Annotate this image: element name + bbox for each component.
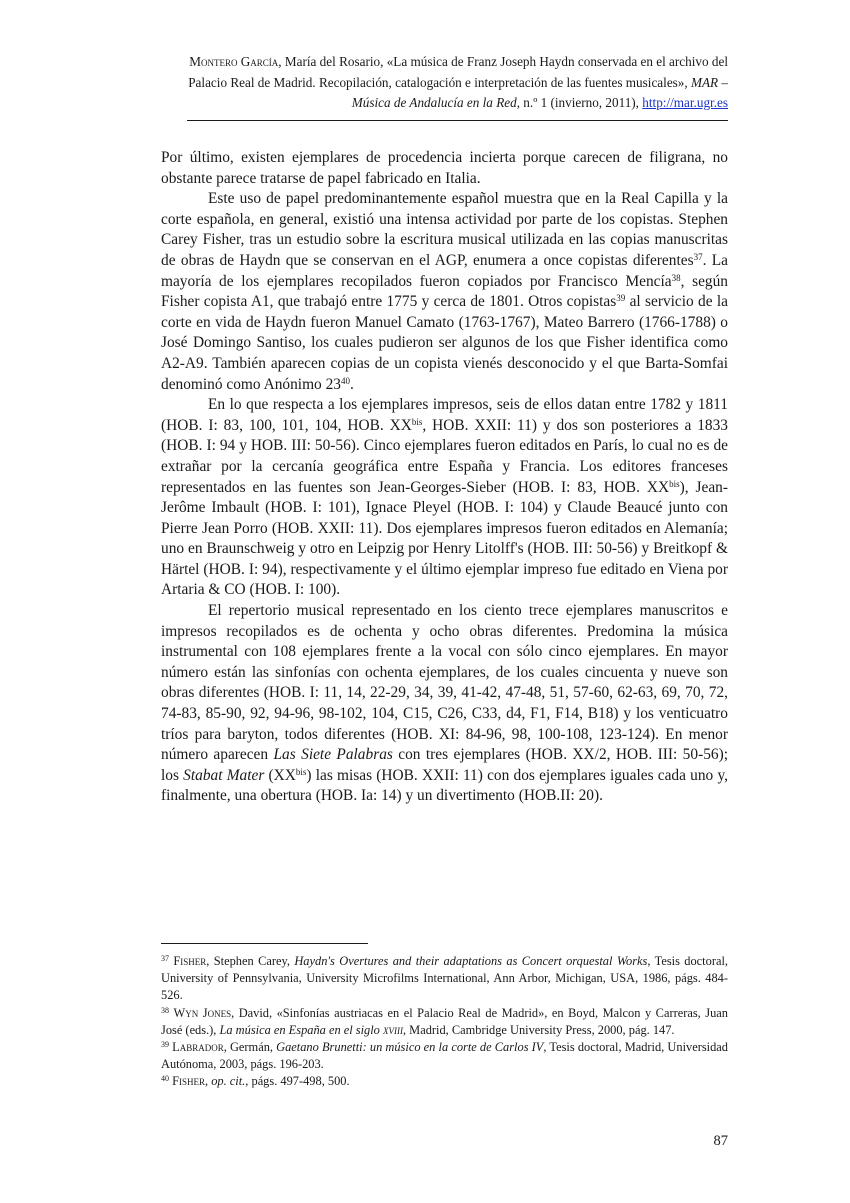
header-article: , María del Rosario, «La música de Franz Joseph Haydn conservada en el archivo del Palacio Real de Madrid. Recopilación, catalogación e interpretación de las fuentes musicales»,: [188, 54, 728, 90]
article-body: [161, 148, 728, 807]
journal-url-link[interactable]: http://mar.ugr.es: [642, 95, 728, 110]
paragraph-2: Este uso de papel predominantemente español muestra que en la Real Capilla y la corte española, en general, existió una intensa actividad por parte de los copistas. Stephen Carey Fisher, tras un estudio sobre la escritura musical utilizada en las copias manuscritas de obras de Haydn que se conservan en el AGP, enumera a once copistas diferentes$^{37}$. La mayoría de los ejemplares recopilados fueron copiados por Francisco Mencía$^{38}$, según Fisher copista A1, que trabajó entre 1775 y cerca de 1801. Otros copistas$^{39}$ al servicio de la corte en vida de Haydn fueron Manuel Camato (1763-1767), Mateo Barrero (1766-1788) o José Domingo Santiso, los cuales pudieron ser algunos de los que Fisher identifica como A2-A9. También aparecen copias de un copista vienés desconocido y el que Barta-Somfai denominó como Anónimo $23^{40}$.: [161, 190, 728, 393]
footnote-ref-37[interactable]: 37: [693, 251, 703, 262]
footnote-ref-40[interactable]: 40: [340, 375, 350, 386]
header-author: Montero García: [189, 54, 279, 69]
bis-superscript: bis: [295, 766, 307, 777]
paragraph-3: En lo que respecta a los ejemplares impresos, seis de ellos datan entre 1782 y 1811 (HOB. I: 83, 100, 101, 104, HOB. $XX^{bis}$, HOB. XXII: 11) y dos son posteriores a 1833 (HOB. I: 94 y HOB. III: 50-56). Cinco ejemplares fueron editados en París, lo cual no es de extrañar por la cercanía geográfica entre España y Francia. Los editores franceses representados en las fuentes son Jean-Georges-Sieber (HOB. I: 83, HOB. $XX^{bis}$), Jean-Jerôme Imbault (HOB. I: 101), Ignace Pleyel (HOB. I: 104) y Claude Beaucé junto con Pierre Jean Porro (HOB. XXII: 11). Dos ejemplares impresos fueron editados en Alemanía; uno en Braunschweig y otro en Leipzig por Henry Litolff's (HOB. III: 50-56) y Breitkopf & Härtel (HOB. I: 94), respectivamente y el último ejemplar impreso fue editado en Viena por Artaria & CO (HOB. I: 100).: [161, 396, 728, 599]
page-number: 87: [713, 1133, 728, 1149]
header-journal: MAR – Música de Andalucía en la Red: [351, 74, 728, 110]
footnote-37: $^{37}$ Fisher, Stephen Carey, Haydn's Overtures and their adaptations as Concert orquestal Works, Tesis doctoral, University of Pennsylvania, University Microfilms International, Ann Arbor, Michigan, USA, 1986, págs. 484-526.: [161, 954, 728, 1003]
bis-superscript: bis: [669, 478, 680, 489]
running-header: [180, 52, 728, 114]
header-issue: , n.º 1 (invierno, 2011),: [516, 95, 643, 110]
footnote-38: $^{38}$ Wyn Jones, David, «Sinfonías austriacas en el Palacio Real de Madrid», en Boyd, Malcon y Carreras, Juan José (eds.), La música en España en el siglo xviii, Madrid, Cambridge University Press, 2000, pág. 147.: [161, 1005, 728, 1037]
work-title: Stabat Mater: [183, 766, 265, 784]
work-title: Las Siete Palabras: [273, 746, 393, 764]
footnote-divider: [161, 943, 368, 944]
paragraph-4: El repertorio musical representado en los ciento trece ejemplares manuscritos e impresos recopilados es de ochenta y ocho obras diferentes. Predomina la música instrumental con 108 ejemplares frente a la vocal con sólo cinco ejemplares. En mayor número están las sinfonías con ochenta ejemplares, de los cuales cincuenta y nueve son obras diferentes (HOB. I: 11, 14, 22-29, 34, 39, 41-42, 47-48, 51, 57-60, 62-63, 69, 70, 72, 74-83, 85-90, 92, 94-96, 98-102, 104, C15, C26, C33, d4, F1, F14, B18) y los venticuatro tríos para baryton, todos diferentes (HOB. XI: 84-96, 98, 100-108, 123-124). En menor número aparecen Las Siete Palabras con tres ejemplares (HOB. XX/2, HOB. III: 50-56); los Stabat Mater $(XX^{bis})$ las misas (HOB. XXII: 11) con dos ejemplares iguales cada uno y, finalmente, una obertura (HOB. Ia: 14) y un divertimento (HOB.II: 20).: [161, 602, 728, 805]
footnote-39: $^{39}$ Labrador, Germán, Gaetano Brunetti: un músico en la corte de Carlos IV, Tesis doctoral, Madrid, Universidad Autónoma, 2003, págs. 196-203.: [161, 1040, 728, 1072]
footnote-ref-38[interactable]: 38: [671, 272, 681, 283]
footnote-40: $^{40}$ Fisher, op. cit., págs. 497-498, 500.: [161, 1074, 350, 1089]
bis-superscript: bis: [411, 416, 423, 427]
paragraph-1: Por último, existen ejemplares de procedencia incierta porque carecen de filigrana, no obstante parece tratarse de papel fabricado en Italia.: [161, 149, 728, 187]
header-divider: [187, 120, 728, 121]
footnote-ref-39[interactable]: 39: [616, 293, 626, 304]
footnotes: [161, 953, 728, 1091]
